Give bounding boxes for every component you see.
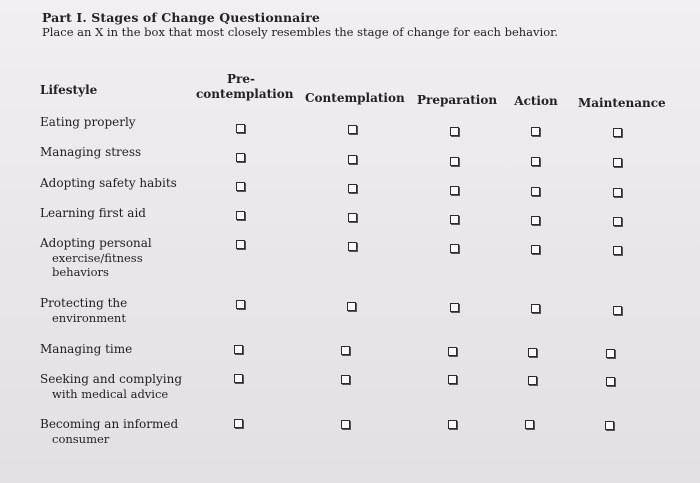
header-action: Action — [514, 94, 558, 108]
checkbox-exercise-maintenance[interactable] — [613, 246, 622, 255]
checkbox-medical-precontemplation[interactable] — [234, 374, 243, 383]
checkbox-firstaid-maintenance[interactable] — [613, 217, 622, 226]
instructions: Place an X in the box that most closely resembles the stage of change for each behavior. — [42, 25, 559, 39]
checkbox-consumer-preparation[interactable] — [448, 420, 457, 429]
row-label-managing-time: Managing time — [40, 342, 133, 356]
checkbox-exercise-precontemplation[interactable] — [236, 240, 245, 249]
checkbox-safety-preparation[interactable] — [450, 186, 459, 195]
checkbox-firstaid-contemplation[interactable] — [348, 213, 357, 222]
header-maintenance: Maintenance — [578, 96, 666, 110]
checkbox-time-contemplation[interactable] — [341, 346, 350, 355]
checkbox-stress-preparation[interactable] — [450, 157, 459, 166]
checkbox-stress-maintenance[interactable] — [613, 158, 622, 167]
checkbox-exercise-action[interactable] — [531, 245, 540, 254]
checkbox-environment-preparation[interactable] — [450, 303, 459, 312]
checkbox-eating-action[interactable] — [531, 127, 540, 136]
header-lifestyle: Lifestyle — [40, 83, 98, 97]
checkbox-firstaid-action[interactable] — [531, 216, 540, 225]
row-label-managing-stress: Managing stress — [40, 145, 142, 159]
checkbox-eating-preparation[interactable] — [450, 127, 459, 136]
checkbox-consumer-action[interactable] — [525, 420, 534, 429]
row-label-environment: Protecting the environment — [40, 296, 128, 325]
checkbox-time-maintenance[interactable] — [606, 349, 615, 358]
row-label-safety-habits: Adopting safety habits — [40, 176, 177, 190]
checkbox-eating-contemplation[interactable] — [348, 125, 357, 134]
checkbox-consumer-precontemplation[interactable] — [234, 419, 243, 428]
checkbox-safety-precontemplation[interactable] — [236, 182, 245, 191]
header-precontemplation: Pre- contemplation — [196, 72, 294, 101]
checkbox-environment-maintenance[interactable] — [613, 306, 622, 315]
checkbox-medical-preparation[interactable] — [448, 375, 457, 384]
checkbox-eating-maintenance[interactable] — [613, 128, 622, 137]
header-contemplation: Contemplation — [305, 91, 405, 105]
checkbox-medical-contemplation[interactable] — [341, 375, 350, 384]
page-title: Part I. Stages of Change Questionnaire — [42, 10, 320, 25]
checkbox-medical-action[interactable] — [528, 376, 537, 385]
checkbox-stress-action[interactable] — [531, 157, 540, 166]
row-label-informed-consumer: Becoming an informed consumer — [40, 417, 179, 446]
checkbox-consumer-maintenance[interactable] — [605, 421, 614, 430]
row-label-medical-advice: Seeking and complying with medical advice — [40, 372, 183, 401]
checkbox-exercise-contemplation[interactable] — [348, 242, 357, 251]
checkbox-safety-action[interactable] — [531, 187, 540, 196]
checkbox-environment-precontemplation[interactable] — [236, 300, 245, 309]
row-label-eating-properly: Eating properly — [40, 115, 136, 129]
checkbox-exercise-preparation[interactable] — [450, 244, 459, 253]
row-label-exercise: Adopting personal exercise/fitness behaviors — [40, 236, 152, 279]
header-preparation: Preparation — [417, 93, 498, 107]
checkbox-firstaid-preparation[interactable] — [450, 215, 459, 224]
checkbox-time-precontemplation[interactable] — [234, 345, 243, 354]
checkbox-safety-maintenance[interactable] — [613, 188, 622, 197]
checkbox-firstaid-precontemplation[interactable] — [236, 211, 245, 220]
checkbox-time-action[interactable] — [528, 348, 537, 357]
checkbox-stress-contemplation[interactable] — [348, 155, 357, 164]
checkbox-environment-contemplation[interactable] — [347, 302, 356, 311]
checkbox-eating-precontemplation[interactable] — [236, 124, 245, 133]
checkbox-medical-maintenance[interactable] — [606, 377, 615, 386]
row-label-first-aid: Learning first aid — [40, 206, 146, 220]
checkbox-environment-action[interactable] — [531, 304, 540, 313]
checkbox-safety-contemplation[interactable] — [348, 184, 357, 193]
checkbox-consumer-contemplation[interactable] — [341, 420, 350, 429]
checkbox-time-preparation[interactable] — [448, 347, 457, 356]
checkbox-stress-precontemplation[interactable] — [236, 153, 245, 162]
